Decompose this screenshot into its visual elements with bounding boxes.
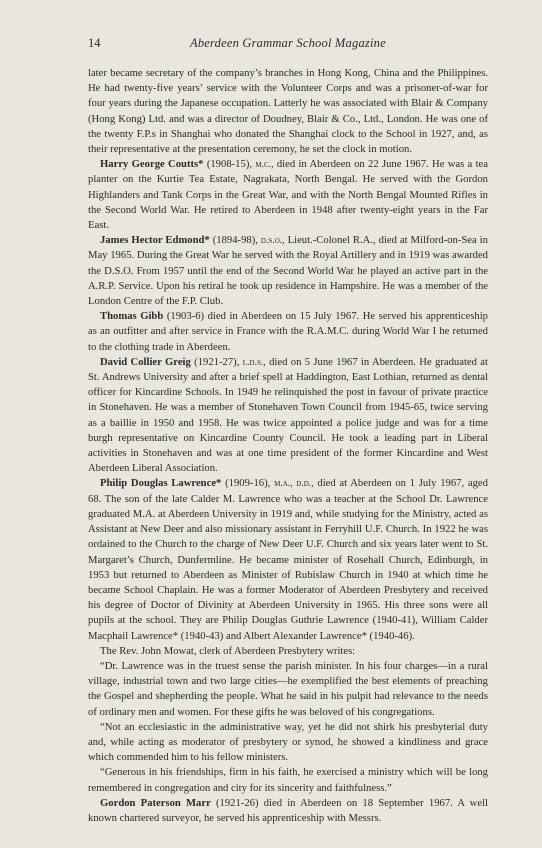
page-number: 14 bbox=[88, 36, 101, 50]
entry-text: died in Aberdeen on 22 June 1967. He was a tea planter on the Kurtie Tea Estate, Nagrakata, North Bengal. He served with the Gordon Highlanders and Tank Corps in the Great War, and with the North Bengal Mounted Rifles in the Second World War. He retired to Aberdeen in 1948 after twenty-eight years in the Far East. bbox=[88, 159, 488, 232]
paragraph bbox=[88, 644, 488, 659]
quotation-paragraph bbox=[88, 765, 488, 795]
obituary-entry bbox=[88, 233, 488, 309]
entry-dates: (1909-16), bbox=[225, 478, 271, 490]
entry-text: died in Aberdeen on 15 July 1967. He served his apprenticeship as an outfitter and after service in France with the R.A.M.C. during World War I he returned to the clothing trade in Aberdeen. bbox=[88, 311, 488, 353]
running-title: Aberdeen Grammar School Magazine bbox=[190, 36, 386, 50]
entry-name: Thomas Gibb bbox=[100, 311, 164, 323]
entry-name: Philip Douglas Lawrence* bbox=[100, 478, 222, 490]
entry-name: Gordon Paterson Marr bbox=[100, 797, 211, 809]
paragraph-text: later became secretary of the company’s branches in Hong Kong, China and the Philippines. He had twenty-five years’ service with the Volunteer Corps and was a prisoner-of-war for four years during the Japanese occupation. Latterly he was associated with Blair & Company (Hong Kong) Ltd. and was a director of Doudney, Blair & Co., Ltd., London. He was one of the twenty F.P.s in Shanghai who donated the Shanghai clock to the School in 1927, and, as their representative at the presentation ceremony, he set the clock in motion. bbox=[88, 68, 488, 156]
entry-dates: (1908-15), bbox=[206, 159, 253, 171]
obituary-entry bbox=[88, 476, 488, 643]
entry-name: Harry George Coutts* bbox=[100, 159, 204, 171]
obituary-entry bbox=[88, 796, 488, 826]
entry-text: died on 5 June 1967 in Aberdeen. He graduated at St. Andrews University and after a brief spell at Haddington, East Lothian, returned as dental officer for Kincardine Schools. In 1949 he relinquished the post in favour of private practice in Stonehaven. He was a member of Stonehaven Town Council from 1945-65, twice serving as a baillie in 1950 and 1958. He was twice appointed a police judge and was for a time burgh representative on Kincardine County Council. He took a leading part in Liberal activities in Stonehaven and was at one time president of the former Kincardine and West Aberdeen Liberal Association. bbox=[88, 356, 488, 475]
quotation-paragraph bbox=[88, 659, 488, 720]
entry-dates: (1903-6) bbox=[166, 311, 205, 323]
entry-name: James Hector Edmond* bbox=[100, 235, 210, 247]
quotation-paragraph bbox=[88, 720, 488, 766]
obituary-entry bbox=[88, 309, 488, 355]
obituary-entry bbox=[88, 355, 488, 477]
entry-degree: m.c., bbox=[255, 159, 274, 171]
entry-dates: (1921-27), bbox=[194, 356, 240, 368]
paragraph-text: The Rev. John Mowat, clerk of Aberdeen Presbytery writes: bbox=[100, 645, 356, 657]
entry-degree: l.d.s., bbox=[242, 356, 266, 368]
paragraph-text: “Dr. Lawrence was in the truest sense the parish minister. In his four charges—in a rural village, industrial town and two large cities—he exemplified the best elements of preaching the Gospel and shepherding the people. What he said in his pulpit had relevance to the needs of ordinary men and women. For these gifts he was beloved of his congregations. bbox=[88, 660, 488, 718]
entry-text: Lieut.-Colonel R.A., died at Milford-on-Sea in May 1965. During the Great War he served with the Royal Artillery and in 1919 was awarded the D.S.O. From 1957 until the end of the Second World War he played an active part in the A.R.P. Service. Upon his retiral he took up residence in Hampshire. He was a member of the London Centre of the F.P. Club. bbox=[88, 235, 488, 308]
page-body bbox=[88, 66, 488, 826]
entry-text: died at Aberdeen on 1 July 1967, aged 68. The son of the late Calder M. Lawrence who was a teacher at the School Dr. Lawrence graduated M.A. at Aberdeen University in 1919 and, while studying for the Ministry, acted as Assistant at New Deer and also missionary assistant in Ferryhill U.F. Church. In 1922 he was ordained to the Church to the charge of New Deer U.F. Church and six years later went to St. Margaret’s Church, Dunfermline. He became minister of Rosehall Church, Edinburgh, in 1953 but returned to Aberdeen as Minister of Rubislaw Church in 1940 at which time he became School Chaplain. He was a former Moderator of Aberdeen Presbytery and received his degree of Doctor of Divinity at Aberdeen University in 1965. His three sons were all pupils at the school. They are Philip Douglas Guthrie Lawrence (1940-41), William Calder Macphail Lawrence* (1940-43) and Albert Alexander Lawrence* (1940-46). bbox=[88, 478, 488, 642]
obituary-entry bbox=[88, 157, 488, 233]
entry-degree: m.a., d.d., bbox=[274, 478, 314, 490]
entry-dates: (1921-26) bbox=[215, 797, 259, 809]
entry-name: David Collier Greig bbox=[100, 356, 191, 368]
entry-text: died in Aberdeen on 18 September 1967. A well known chartered surveyor, he served his apprenticeship with Messrs. bbox=[88, 797, 488, 824]
paragraph-text: “Not an ecclesiastic in the administrative way, yet he did not shirk his presbyterial duty and, while acting as moderator of presbytery or synod, he showed a kindliness and grace which commended him to his fellow ministers. bbox=[88, 721, 488, 764]
entry-dates: (1894-98), bbox=[212, 235, 258, 247]
entry-degree: d.s.o., bbox=[260, 235, 285, 247]
paragraph-continuation bbox=[88, 66, 488, 157]
paragraph-text: “Generous in his friendships, firm in his faith, he exercised a ministry which will be long remembered in congregation and city for its sincerity and faithfulness.” bbox=[88, 767, 488, 794]
